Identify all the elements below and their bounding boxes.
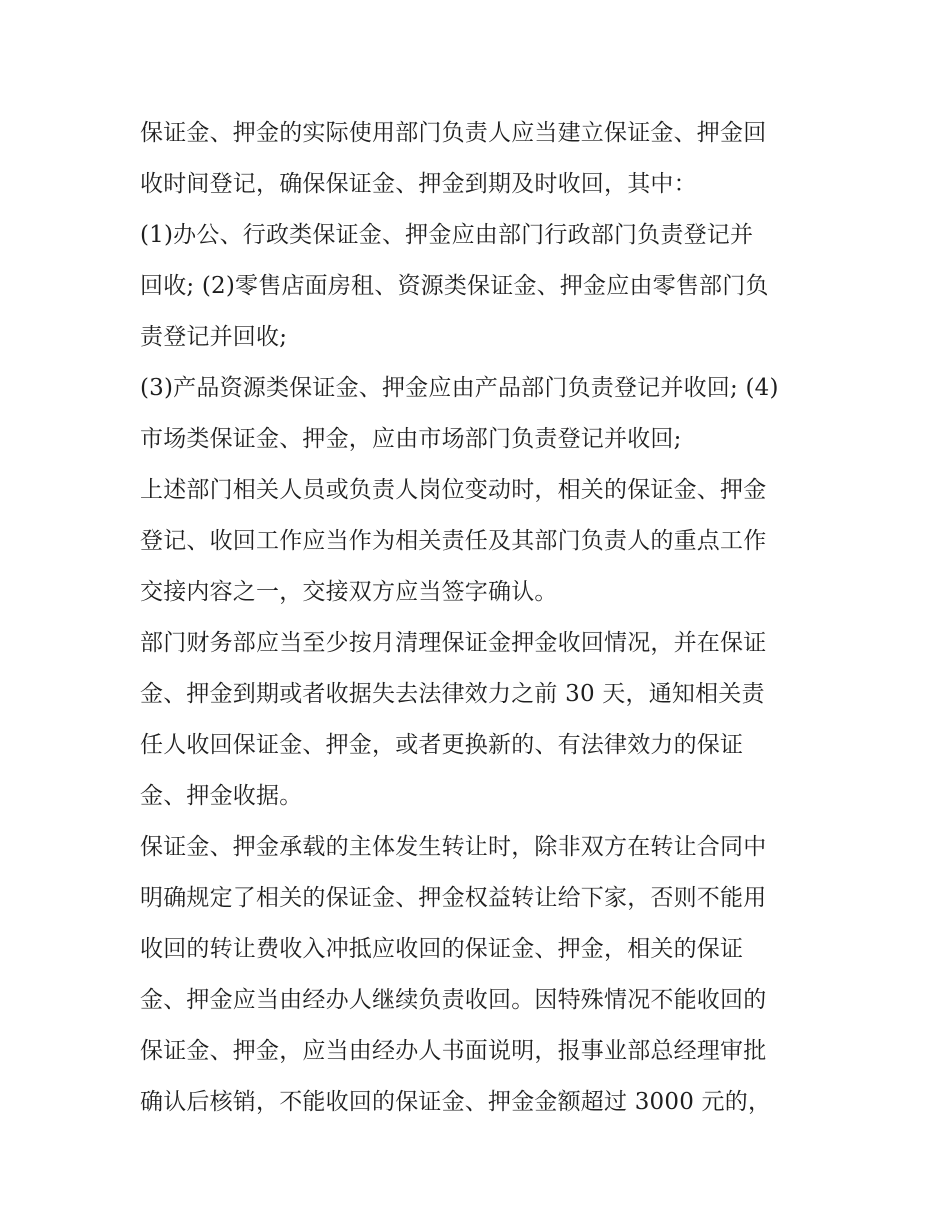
- text-line-2: 收时间登记，确保保证金、押金到期及时收回，其中：: [140, 171, 697, 197]
- text-line-3: (1)办公、行政类保证金、押金应由部门行政部门负责登记并: [140, 222, 754, 248]
- text-line-20: 确认后核销，不能收回的保证金、押金金额超过 3000 元的，: [140, 1089, 772, 1115]
- text-line-11: 部门财务部应当至少按月清理保证金押金收回情况，并在保证: [140, 630, 767, 656]
- text-line-9: 登记、收回工作应当作为相关责任及其部门负责人的重点工作: [140, 528, 767, 554]
- text-line-16: 明确规定了相关的保证金、押金权益转让给下家，否则不能用: [140, 885, 767, 911]
- text-line-17: 收回的转让费收入冲抵应收回的保证金、押金，相关的保证: [140, 936, 744, 962]
- text-line-15: 保证金、押金承载的主体发生转让时，除非双方在转让合同中: [140, 834, 767, 860]
- document-body: [140, 108, 815, 1128]
- text-line-8: 上述部门相关人员或负责人岗位变动时，相关的保证金、押金: [140, 477, 767, 503]
- text-line-7: 市场类保证金、押金，应由市场部门负责登记并收回;: [140, 426, 682, 452]
- text-line-14: 金、押金收据。: [140, 783, 303, 809]
- text-line-18: 金、押金应当由经办人继续负责收回。因特殊情况不能收回的: [140, 987, 767, 1013]
- text-line-13: 任人收回保证金、押金，或者更换新的、有法律效力的保证: [140, 732, 744, 758]
- text-line-1: 保证金、押金的实际使用部门负责人应当建立保证金、押金回: [140, 120, 767, 146]
- text-line-6: (3)产品资源类保证金、押金应由产品部门负责登记并收回; (4): [140, 375, 779, 401]
- text-line-10: 交接内容之一，交接双方应当签字确认。: [140, 579, 558, 605]
- text-line-5: 责登记并回收;: [140, 324, 288, 350]
- text-line-4: 回收; (2)零售店面房租、资源类保证金、押金应由零售部门负: [140, 273, 769, 299]
- text-line-12: 金、押金到期或者收据失去法律效力之前 30 天，通知相关责: [140, 681, 765, 707]
- text-line-19: 保证金、押金，应当由经办人书面说明，报事业部总经理审批: [140, 1038, 767, 1064]
